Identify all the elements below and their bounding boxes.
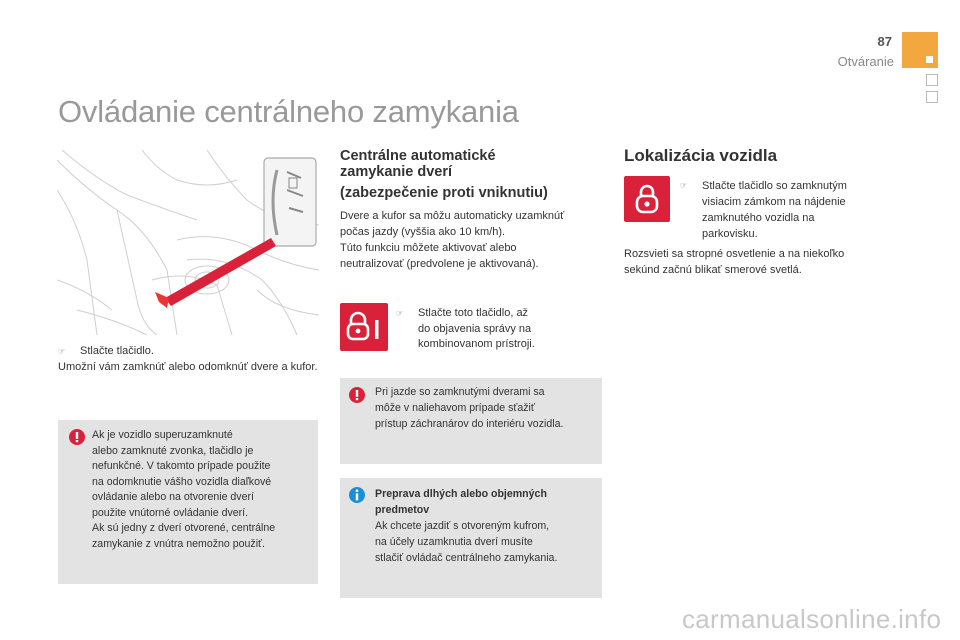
right-instruction-line: zamknutého vozidla na xyxy=(702,212,815,224)
right-instruction-line: visiacim zámkom na nájdenie xyxy=(702,196,846,208)
tab-square-1 xyxy=(926,74,938,86)
middle-instruction xyxy=(396,306,596,353)
pointing-finger-icon: ☞ xyxy=(680,181,688,190)
middle-subheading: (zabezpečenie proti vniknutiu) xyxy=(340,185,548,201)
left-warning-line: na odomknutie vášho vozidla diaľkové xyxy=(92,475,272,488)
left-warning-line: nefunkčné. V takomto prípade použite xyxy=(92,460,271,472)
section-tab-marker xyxy=(902,32,938,68)
middle-info-text xyxy=(375,486,599,566)
right-instruction xyxy=(680,178,880,242)
left-warning-box xyxy=(58,420,318,584)
info-icon xyxy=(348,486,366,504)
right-body xyxy=(624,246,894,278)
middle-body-line: neutralizovať (predvolene je aktivovaná). xyxy=(340,258,539,270)
pointing-finger-icon: ☞ xyxy=(58,347,66,356)
middle-instruction-line: kombinovanom prístroji. xyxy=(418,338,535,350)
middle-heading-line: zamykanie dverí xyxy=(340,164,453,180)
middle-heading xyxy=(340,148,496,180)
left-warning-line: Ak sú jedny z dverí otvorené, centrálne xyxy=(92,522,276,534)
info-line: stlačiť ovládač centrálneho zamykania. xyxy=(375,552,558,564)
middle-body-line: Túto funkciu môžete aktivovať alebo xyxy=(340,242,517,254)
right-heading: Lokalizácia vozidla xyxy=(624,146,778,165)
middle-info-box xyxy=(340,478,602,598)
pointing-finger-icon: ☞ xyxy=(396,309,404,318)
middle-instruction-line: do objavenia správy na xyxy=(418,322,532,335)
exclamation-icon xyxy=(68,428,86,446)
left-warning-line: Ak je vozidlo superuzamknuté xyxy=(92,429,233,441)
right-instruction-line: parkovisku. xyxy=(702,228,758,240)
left-instruction xyxy=(58,344,318,360)
left-warning-text xyxy=(92,428,314,552)
padlock-icon xyxy=(624,176,670,222)
middle-warning-line: môže v naliehavom prípade sťažiť xyxy=(375,402,535,414)
middle-body xyxy=(340,208,602,272)
section-name: Otváranie xyxy=(837,54,894,69)
car-interior-illustration xyxy=(57,150,319,335)
right-body-line: sekúnd začnú blikať smerové svetlá. xyxy=(624,264,802,276)
left-instruction-text: Stlačte tlačidlo. xyxy=(80,345,154,357)
left-description: Umožní vám zamknúť alebo odomknúť dvere a kufor. xyxy=(58,361,318,373)
central-locking-button-icon xyxy=(340,303,388,351)
left-warning-line: alebo zamknuté zvonka, tlačidlo je xyxy=(92,444,254,457)
exclamation-icon xyxy=(348,386,366,404)
right-body-line: Rozsvieti sa stropné osvetlenie a na niekoľko xyxy=(624,248,845,260)
page-title: Ovládanie centrálneho zamykania xyxy=(58,94,519,129)
left-warning-line: zamykanie z vnútra nemožno použiť. xyxy=(92,537,265,550)
info-title-line: predmetov xyxy=(375,504,430,516)
middle-instruction-line: Stlačte toto tlačidlo, až xyxy=(418,307,529,319)
middle-body-line: počas jazdy (vyššia ako 10 km/h). xyxy=(340,226,506,238)
info-line: na účely uzamknutia dverí musíte xyxy=(375,536,533,548)
info-title-line: Preprava dlhých alebo objemných xyxy=(375,488,547,500)
page-number: 87 xyxy=(877,34,892,49)
left-warning-line: ovládanie alebo na otvorenie dverí xyxy=(92,491,254,503)
padlock-icon xyxy=(340,303,388,351)
vehicle-locator-button-icon xyxy=(624,176,670,222)
left-warning-line: použite vnútorné ovládanie dverí. xyxy=(92,506,249,519)
right-instruction-line: Stlačte tlačidlo so zamknutým xyxy=(702,180,847,192)
middle-warning-box xyxy=(340,378,602,464)
info-line: Ak chcete jazdiť s otvoreným kufrom, xyxy=(375,520,550,532)
middle-warning-line: prístup záchranárov do interiéru vozidla. xyxy=(375,418,564,430)
watermark: carmanualsonline.info xyxy=(682,604,942,634)
tab-square-2 xyxy=(926,91,938,103)
middle-heading-line: Centrálne automatické xyxy=(340,148,496,164)
middle-warning-line: Pri jazde so zamknutými dverami sa xyxy=(375,386,545,398)
middle-body-line: Dvere a kufor sa môžu automaticky uzamknúť xyxy=(340,210,565,222)
middle-warning-text xyxy=(375,384,599,432)
